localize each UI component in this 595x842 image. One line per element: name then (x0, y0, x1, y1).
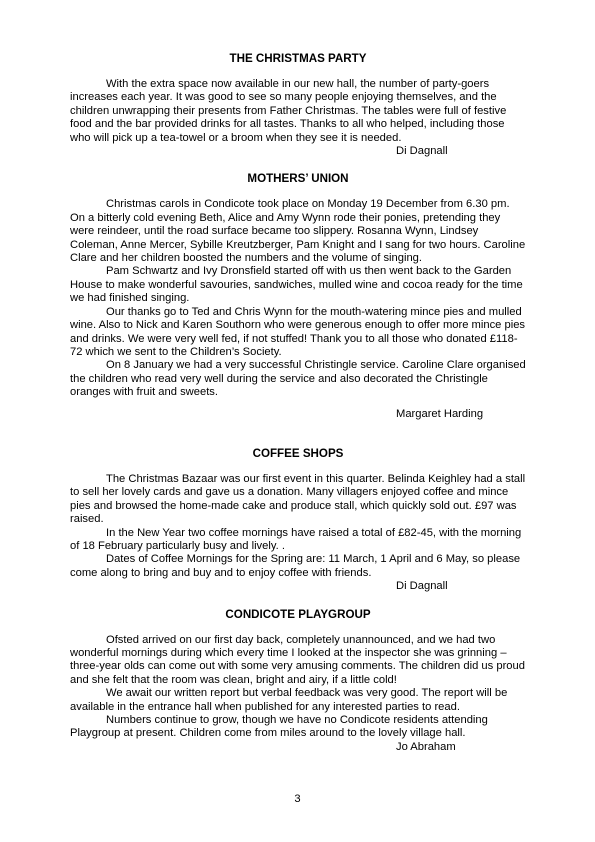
paragraph: Dates of Coffee Mornings for the Spring are: 11 March, 1 April and 6 May, so please come along to bring and buy and to enjoy coffee with friends. (70, 553, 521, 579)
signature: Di Dagnall (396, 580, 448, 593)
signature: Di Dagnall (396, 145, 448, 158)
section-heading: CONDICOTE PLAYGROUP (225, 607, 371, 621)
section-christmas-party (70, 52, 526, 158)
page-number: 3 (294, 793, 301, 805)
paragraph: We await our written report but verbal feedback was very good. The report will be available in the entrance hall when published for any interested parties to read. (70, 687, 508, 713)
paragraph: Pam Schwartz and Ivy Dronsfield started off with us then went back to the Garden House to make wonderful savouries, sandwiches, mulled wine and cocoa ready for the time we had finished singing. (70, 265, 523, 305)
section-heading: MOTHERS’ UNION (247, 172, 349, 186)
section-coffee-shops (70, 447, 526, 594)
paragraph: The Christmas Bazaar was our first event in this quarter. Belinda Keighley had a stall to sell her lovely cards and gave us a donation. Many villagers enjoyed coffee and mince pies and browsed the home-made cake and produce stall, which quickly sold out. £97 was raised. (70, 472, 526, 526)
section-condicote-playgroup (70, 608, 526, 755)
paragraph: In the New Year two coffee mornings have raised a total of £82-45, with the morning of 18 February particularly busy and lively. . (70, 526, 522, 552)
paragraph: Christmas carols in Condicote took place on Monday 19 December from 6.30 pm. On a bitterly cold evening Beth, Alice and Amy Wynn rode their ponies, pretending they were reindeer, until the road surface became too slippery. Rosanna Wynn, Lindsey Coleman, Anne Mercer, Sybille Kreutzberger, Pam Knight and I sang for two hours. Caroline Clare and her children boosted the numbers and the volume of singing. (70, 198, 526, 265)
section-heading: COFFEE SHOPS (252, 446, 344, 460)
paragraph: Numbers continue to grow, though we have no Condicote residents attending Playgroup at present. Children come from miles around to the lovely village hall. (70, 714, 488, 740)
paragraph: Our thanks go to Ted and Chris Wynn for the mouth-watering mince pies and mulled wine. Also to Nick and Karen Southorn who were generous enough to offer more mince pies and drinks. We were very well fed, if not stuffed! Thank you to all those who donated £118-72 which we sent to the Children’s Society. (70, 305, 526, 358)
paragraph: On 8 January we had a very successful Christingle service. Caroline Clare organised the children who read very well during the service and also decorated the Christingle oranges with fruit and sweets. (70, 359, 526, 399)
signature: Margaret Harding (396, 407, 484, 420)
paragraph: With the extra space now available in our new hall, the number of party-goers increases each year. It was good to see so many people enjoying themselves, and the children unwrapping their presents from Father Christmas. The tables were full of festive food and the bar provided drinks for all tastes. Thanks to all who helped, including those who will pick up a tea-towel or a broom when they see it is needed. (70, 78, 507, 144)
section-mothers-union (70, 172, 526, 421)
signature: Jo Abraham (396, 740, 456, 753)
newsletter-page (70, 52, 526, 768)
paragraph: Ofsted arrived on our first day back, completely unannounced, and we had two wonderful mornings during which every time I looked at the inspector she was grinning – three-year olds can come out with some very amusing comments. The children did us proud and she felt that the room was clean, bright and airy, if a little cold! (70, 633, 525, 686)
section-heading: THE CHRISTMAS PARTY (229, 52, 367, 65)
